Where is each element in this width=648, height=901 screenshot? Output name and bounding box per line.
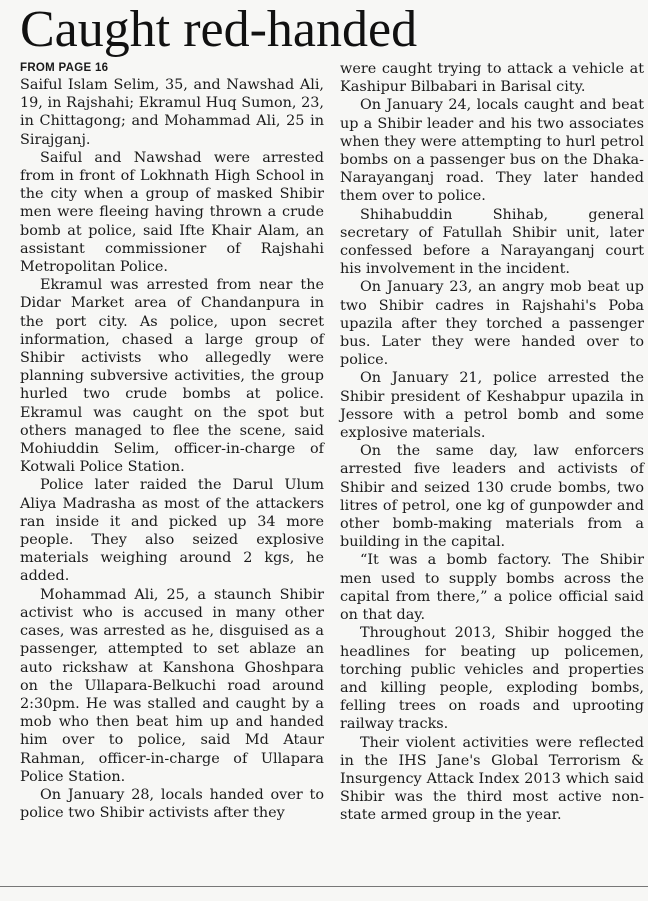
paragraph: On January 21, police arrested the Shibir president of Keshabpur upazila in Jessore with a petrol bomb and some explosive materials. xyxy=(340,370,644,442)
paragraph: On the same day, law enforcers arrested five leaders and activists of Shibir and seized 130 crude bombs, two litres of petrol, one kg of gunpowder and other bomb-making materials from a building in the capital. xyxy=(340,443,644,551)
paragraph: Saiful and Nawshad were arrested from in front of Lokhnath High School in the city when a group of masked Shibir men were fleeing having thrown a crude bomb at police, said Ifte Khair Alam, an assistant commissioner of Rajshahi Metropolitan Police. xyxy=(20,149,324,276)
paragraph: On January 23, an angry mob beat up two Shibir cadres in Rajshahi's Poba upazila after they torched a passenger bus. Later they were handed over to police. xyxy=(340,279,644,369)
paragraph: On January 28, locals handed over to police two Shibir activists after they xyxy=(20,786,324,822)
paragraph: On January 24, locals caught and beat up a Shibir leader and his two associates when they were attempting to hurl petrol bombs on a passenger bus on the Dhaka-Narayanganj road. They later handed them over to police. xyxy=(340,97,644,205)
paragraph: Their violent activities were reflected in the IHS Jane's Global Terrorism & Insurgency Attack Index 2013 which said Shibir was the third most active non-state armed group in the year. xyxy=(340,734,644,824)
paragraph: Saiful Islam Selim, 35, and Nawshad Ali, 19, in Rajshahi; Ekramul Huq Sumon, 23, in Chittagong; and Mohammad Ali, 25 in Sirajganj. xyxy=(20,77,324,148)
paragraph: Shihabuddin Shihab, general secretary of Fatullah Shibir unit, later confessed before a Narayanganj court his involvement in the incident. xyxy=(340,206,644,278)
paragraph: “It was a bomb factory. The Shibir men used to supply bombs across the capital from there,” a police official said on that day. xyxy=(340,552,644,624)
paragraph: Mohammad Ali, 25, a staunch Shibir activist who is accused in many other cases, was arrested as he, disguised as a passenger, attempted to set ablaze an auto rickshaw at Kanshona Ghoshpara on the Ullapara-Belkuchi road around 2:30pm. He was stalled and caught by a mob who then beat him up and handed him over to police, said Md Ataur Rahman, officer-in-charge of Ullapara Police Station. xyxy=(20,586,324,785)
paragraph: were caught trying to attack a vehicle at Kashipur Bilbabari in Barisal city. xyxy=(340,61,644,96)
bottom-divider xyxy=(0,886,648,887)
paragraph: Ekramul was arrested from near the Didar Market area of Chandanpura in the port city. As police, upon secret information, chased a large group of Shibir activists who allegedly were planning subversive activities, the group hurled two crude bombs at police. Ekramul was caught on the spot but others managed to flee the scene, said Mohiuddin Selim, officer-in-charge of Kotwali Police Station. xyxy=(20,277,324,476)
paragraph: Throughout 2013, Shibir hogged the headlines for beating up policemen, torching public vehicles and properties and killing people, exploding bombs, felling trees on roads and uprooting railway tracks. xyxy=(340,625,644,733)
headline: Caught red-handed xyxy=(20,1,418,58)
left-column xyxy=(20,60,324,822)
kicker: FROM PAGE 16 xyxy=(20,62,109,74)
right-column xyxy=(340,60,644,825)
paragraph: Police later raided the Darul Ulum Aliya Madrasha as most of the attackers ran inside it and picked up 34 more people. They also seized explosive materials weighing around 2 kgs, he added. xyxy=(20,477,324,585)
